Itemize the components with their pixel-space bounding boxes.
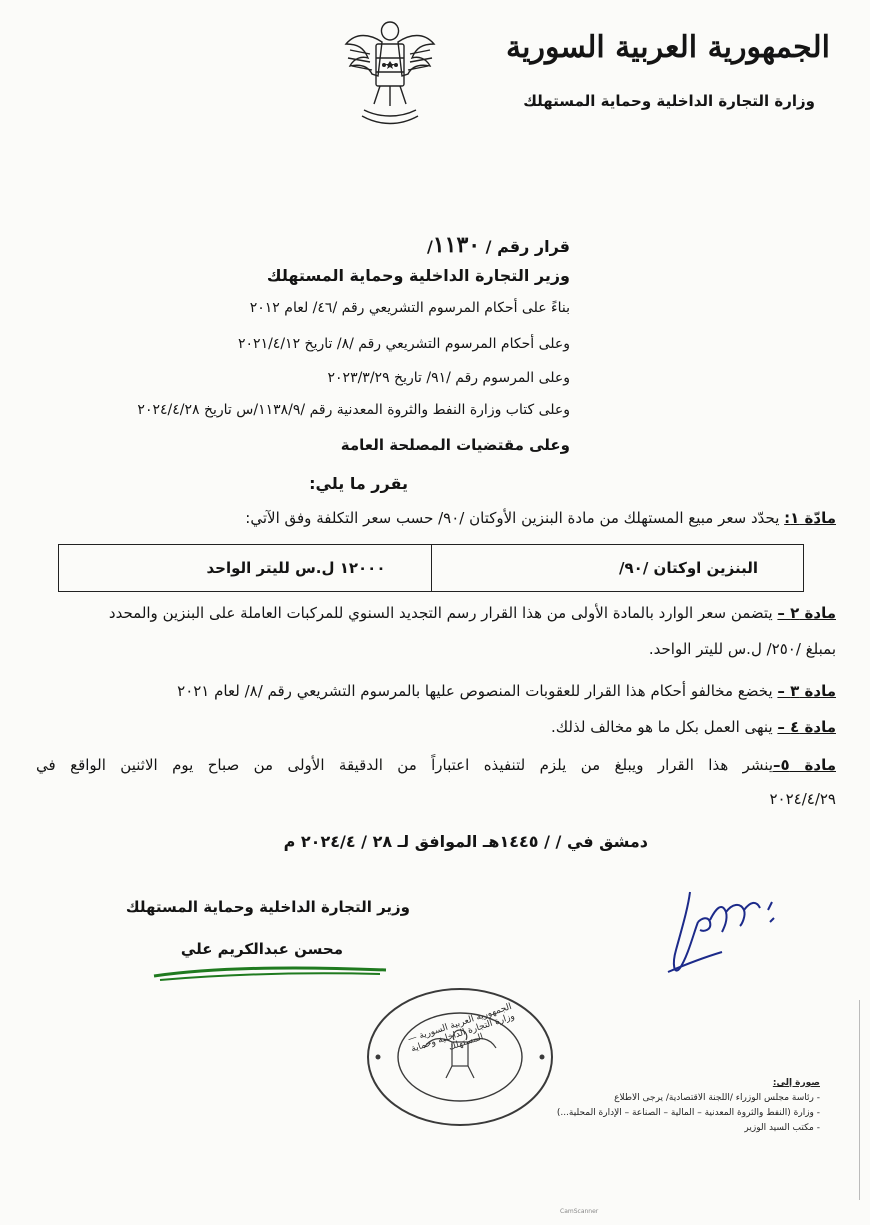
syrian-eagle-emblem-icon — [340, 14, 440, 134]
article-2-text: يتضمن سعر الوارد بالمادة الأولى من هذا القرار رسم التجديد السنوي للمركبات العاملة على البنزين والمحدد — [108, 604, 778, 622]
article-2 — [36, 604, 836, 622]
article-5 — [36, 756, 836, 774]
signatory-name: محسن عبدالكريم علي — [180, 940, 343, 958]
copies-item: - رئاسة مجلس الوزراء /اللجنة الاقتصادية/ يرجى الاطلاع — [530, 1091, 820, 1106]
price-table — [58, 544, 804, 592]
preamble-line-1: بناءً على أحكام المرسوم التشريعي رقم /٤٦/ لعام ٢٠١٢ — [249, 300, 570, 316]
price-table-product: البنزين اوكتان /٩٠/ — [619, 559, 758, 577]
decision-number: ١١٣٠ — [432, 232, 481, 258]
republic-title: الجمهورية العربية السورية — [506, 30, 830, 65]
copies-list — [530, 1076, 820, 1136]
article-4-label: مادة ٤ – — [777, 718, 836, 736]
name-highlight-stroke-icon — [150, 962, 390, 984]
article-3-label: مادة ٣ – — [777, 682, 836, 700]
article-5-continuation: ٢٠٢٤/٤/٢٩ — [769, 790, 836, 808]
preamble-line-5: وعلى مقتضيات المصلحة العامة — [340, 436, 570, 454]
article-1-label: مادّة ١: — [784, 509, 836, 527]
article-5-label: مادة ٥– — [773, 756, 836, 774]
article-2-continuation: بمبلغ /٢٥٠/ ل.س لليتر الواحد. — [648, 640, 836, 658]
article-3-text: يخضع مخالفو أحكام هذا القرار للعقوبات المنصوص عليها بالمرسوم التشريعي رقم /٨/ لعام ٢٠٢١ — [177, 682, 778, 700]
copies-item: - وزارة (النفط والثروة المعدنية – المالية – الصناعة – الإدارة المحلية...) — [530, 1106, 820, 1121]
article-2-label: مادة ٢ – — [777, 604, 836, 622]
signatory-title: وزير التجارة الداخلية وحماية المستهلك — [125, 898, 410, 916]
article-1-text: يحدّد سعر مبيع المستهلك من مادة البنزين الأوكتان /٩٠/ حسب سعر التكلفة وفق الآتي: — [245, 509, 785, 527]
article-3 — [177, 682, 836, 700]
decision-label: قرار رقم / — [485, 237, 570, 256]
preamble-line-2: وعلى أحكام المرسوم التشريعي رقم /٨/ تاريخ ٢٠٢١/٤/١٢ — [238, 336, 570, 352]
preamble-line-3: وعلى المرسوم رقم /٩١/ تاريخ ٢٠٢٣/٣/٢٩ — [327, 370, 570, 386]
decision-number-line — [427, 232, 570, 258]
decision-suffix: / — [426, 237, 433, 256]
copies-item: - مكتب السيد الوزير — [530, 1121, 820, 1136]
page-edge-line — [859, 1000, 860, 1200]
handwritten-signature-icon — [652, 872, 782, 982]
stamp-text: الجمهورية العربية السورية — وزارة التجارة الداخلية وحماية المستهلك — [406, 1001, 516, 1055]
article-5-text: ينشر هذا القرار ويبلغ من يلزم لتنفيذه اعتباراً من الدقيقة الأولى من صباح يوم الاثنين الواقع في — [36, 756, 773, 774]
footer-watermark: CamScanner — [560, 1208, 599, 1215]
price-table-price: ١٢٠٠٠ ل.س لليتر الواحد — [59, 545, 432, 591]
decides-heading: يقرر ما يلي: — [309, 474, 408, 493]
article-1 — [245, 509, 836, 527]
issuer-title: وزير التجارة الداخلية وحماية المستهلك — [266, 266, 570, 285]
date-line: دمشق في / / ١٤٤٥هـ الموافق لـ ٢٨ / ٢٠٢٤/٤ م — [283, 832, 648, 851]
article-4 — [551, 718, 836, 736]
article-4-text: ينهى العمل بكل ما هو مخالف لذلك. — [551, 718, 778, 736]
ministry-name: وزارة التجارة الداخلية وحماية المستهلك — [523, 92, 815, 110]
preamble-line-4: وعلى كتاب وزارة النفط والثروة المعدنية رقم /١١٣٨/٩/س تاريخ ٢٠٢٤/٤/٢٨ — [137, 402, 570, 418]
copies-heading: صورة إلى: — [772, 1078, 820, 1088]
